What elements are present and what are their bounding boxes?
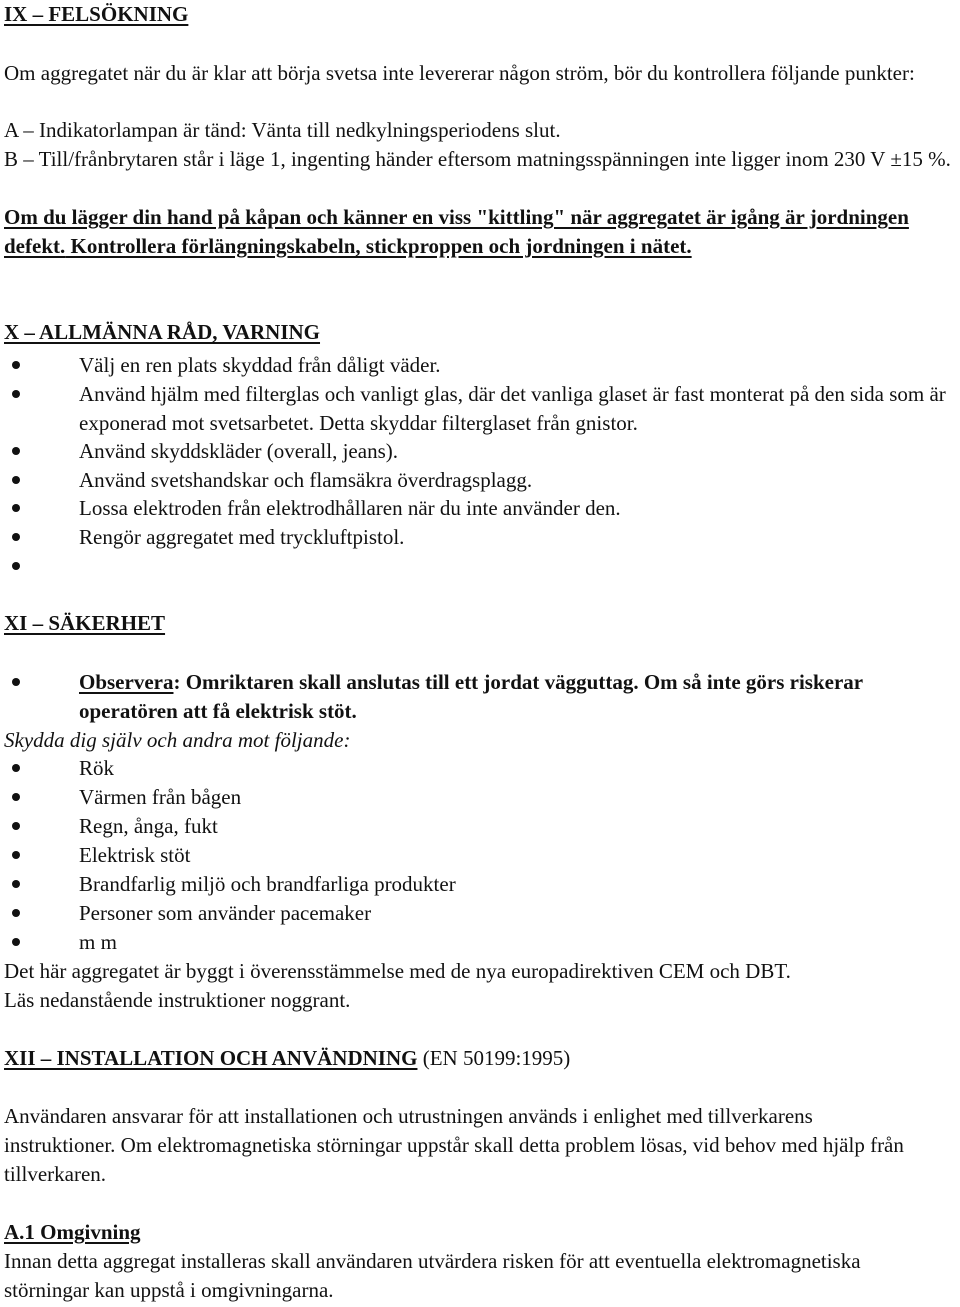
bullet-icon — [12, 447, 20, 455]
list-item: Rengör aggregatet med tryckluftpistol. — [4, 523, 959, 552]
bullet-icon — [12, 390, 20, 398]
observe-label: Observera — [79, 670, 174, 694]
protect-lead: Skydda dig själv och andra mot följande: — [4, 728, 351, 752]
section-ix-warning-1: Om du lägger din hand på kåpan och känner en viss "kittling" när aggregatet är igång är jordningen defekt. — [4, 205, 909, 258]
bullet-icon — [12, 562, 20, 570]
bullet-icon — [12, 851, 20, 859]
read-instructions: Läs nedanstående instruktioner noggrant. — [4, 988, 351, 1012]
section-xii-heading — [4, 1044, 570, 1073]
conformity-text: Det här aggregatet är byggt i överensstämmelse med de nya europadirektiven CEM och DBT. — [4, 959, 791, 983]
bullet-icon — [12, 822, 20, 830]
bullet-icon — [12, 764, 20, 772]
list-item: Använd svetshandskar och flamsäkra överdragsplagg. — [4, 466, 959, 495]
bullet-icon — [12, 476, 20, 484]
section-ix-warning — [4, 203, 954, 261]
section-ix-heading: IX – FELSÖKNING — [4, 2, 189, 26]
bullet-icon — [12, 880, 20, 888]
bullet-icon — [12, 533, 20, 541]
bullet-icon — [12, 361, 20, 369]
list-item: Lossa elektroden från elektrodhållaren när du inte använder den. — [4, 494, 959, 523]
bullet-icon — [12, 678, 20, 686]
list-item: Elektrisk stöt — [4, 841, 959, 870]
list-item: m m — [4, 928, 959, 957]
subsection-a1-text: Innan detta aggregat installeras skall användaren utvärdera risken för att eventuella elektromagnetiska störningar kan uppstå i omgivningarna. — [4, 1249, 861, 1302]
section-ix-warning-2: Kontrollera förlängningskabeln, stickproppen och jordningen i nätet. — [70, 234, 692, 258]
list-item: Värmen från bågen — [4, 783, 959, 812]
section-ix-point-b: B – Till/frånbrytaren står i läge 1, ingenting händer eftersom matningsspänningen inte ligger inom 230 V ±15 %. — [4, 147, 951, 171]
list-item: Rök — [4, 754, 959, 783]
section-ix-point-a: A – Indikatorlampan är tänd: Vänta till nedkylningsperiodens slut. — [4, 118, 561, 142]
bullet-icon — [12, 909, 20, 917]
list-item — [4, 668, 959, 726]
list-item: Välj en ren plats skyddad från dåligt väder. — [4, 351, 959, 380]
list-item: Personer som använder pacemaker — [4, 899, 959, 928]
section-ix-intro: Om aggregatet när du är klar att börja svetsa inte levererar någon ström, bör du kontrollera följande punkter: — [4, 61, 915, 85]
list-item: Brandfarlig miljö och brandfarliga produkter — [4, 870, 959, 899]
bullet-icon — [12, 504, 20, 512]
section-xi-heading: XI – SÄKERHET — [4, 611, 166, 635]
section-xii-title: XII – INSTALLATION OCH ANVÄNDNING — [4, 1046, 418, 1070]
observe-text: : Omriktaren skall anslutas till ett jordat vägguttag. Om så inte görs riskerar operatören att få elektrisk stöt. — [79, 670, 863, 723]
list-item: Regn, ånga, fukt — [4, 812, 959, 841]
section-xii-standard: (EN 50199:1995) — [422, 1046, 571, 1070]
subsection-a1-heading: A.1 Omgivning — [4, 1220, 141, 1244]
list-item: Använd skyddskläder (overall, jeans). — [4, 437, 959, 466]
bullet-icon — [12, 938, 20, 946]
section-x-heading: X – ALLMÄNNA RÅD, VARNING — [4, 320, 321, 344]
bullet-icon — [12, 793, 20, 801]
section-xii-paragraph: Användaren ansvarar för att installationen och utrustningen används i enlighet med tillverkarens instruktioner. Om elektromagnetiska störningar uppstår skall detta problem lösas, vid behov med hjälp från tillverkaren. — [4, 1104, 904, 1186]
list-item: Använd hjälm med filterglas och vanligt glas, där det vanliga glaset är fast monterat på den sida som är exponerad mot svetsarbetet. Detta skyddar filterglaset från gnistor. — [4, 380, 959, 438]
